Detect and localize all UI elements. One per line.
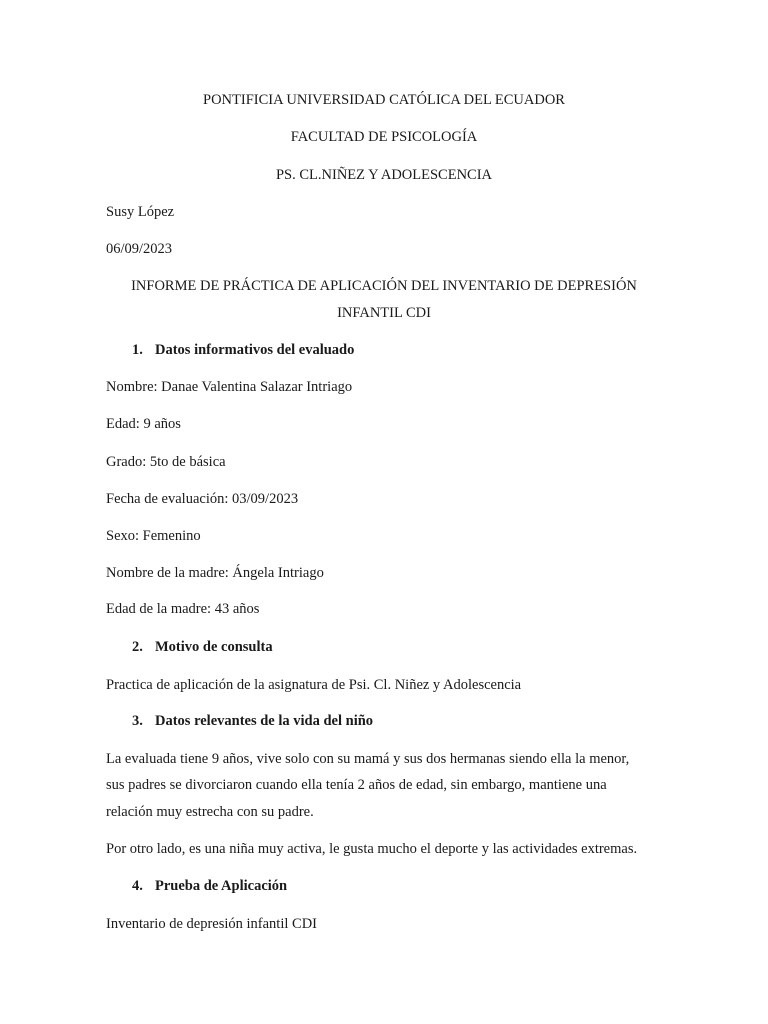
- course-name: PS. CL.NIÑEZ Y ADOLESCENCIA: [275, 167, 493, 183]
- test-name-text: Inventario de depresión infantil CDI: [106, 916, 317, 932]
- university-name: PONTIFICIA UNIVERSIDAD CATÓLICA DEL ECUADOR: [203, 92, 565, 108]
- report-title-line-1: INFORME DE PRÁCTICA DE APLICACIÓN DEL INVENTARIO DE DEPRESIÓN: [131, 278, 637, 294]
- field-age: Edad: 9 años: [106, 416, 181, 432]
- life-data-paragraph-2: Por otro lado, es una niña muy activa, le gusta mucho el deporte y las actividades extremas.: [106, 841, 638, 857]
- section-heading-3: [132, 712, 373, 730]
- field-evaluation-date: Fecha de evaluación: 03/09/2023: [106, 491, 299, 507]
- section-number: 1.: [132, 342, 143, 358]
- section-title: Datos informativos del evaluado: [155, 342, 355, 358]
- author-name: Susy López: [106, 204, 175, 220]
- field-name: Nombre: Danae Valentina Salazar Intriago: [106, 379, 353, 395]
- report-date: 06/09/2023: [106, 241, 173, 257]
- section-number: 2.: [132, 639, 143, 655]
- life-data-paragraph-line: La evaluada tiene 9 años, vive solo con su mamá y sus dos hermanas siendo ella la menor,: [106, 751, 630, 767]
- field-grade: Grado: 5to de básica: [106, 454, 226, 470]
- section-number: 4.: [132, 878, 143, 894]
- faculty-name: FACULTAD DE PSICOLOGÍA: [290, 129, 478, 145]
- consultation-reason-text: Practica de aplicación de la asignatura de Psi. Cl. Niñez y Adolescencia: [106, 677, 522, 693]
- section-heading-1: [132, 341, 354, 359]
- section-number: 3.: [132, 713, 143, 729]
- report-title-line-2: INFANTIL CDI: [337, 305, 431, 321]
- life-data-paragraph-line: relación muy estrecha con su padre.: [106, 804, 314, 820]
- field-mother-age: Edad de la madre: 43 años: [106, 601, 260, 617]
- section-title: Prueba de Aplicación: [155, 878, 288, 894]
- section-title: Datos relevantes de la vida del niño: [155, 713, 374, 729]
- section-heading-4: [132, 877, 287, 895]
- section-heading-2: [132, 638, 273, 656]
- section-title: Motivo de consulta: [155, 639, 273, 655]
- field-mother-name: Nombre de la madre: Ángela Intriago: [106, 565, 324, 581]
- field-sex: Sexo: Femenino: [106, 528, 201, 544]
- life-data-paragraph-line: sus padres se divorciaron cuando ella tenía 2 años de edad, sin embargo, mantiene una: [106, 777, 607, 793]
